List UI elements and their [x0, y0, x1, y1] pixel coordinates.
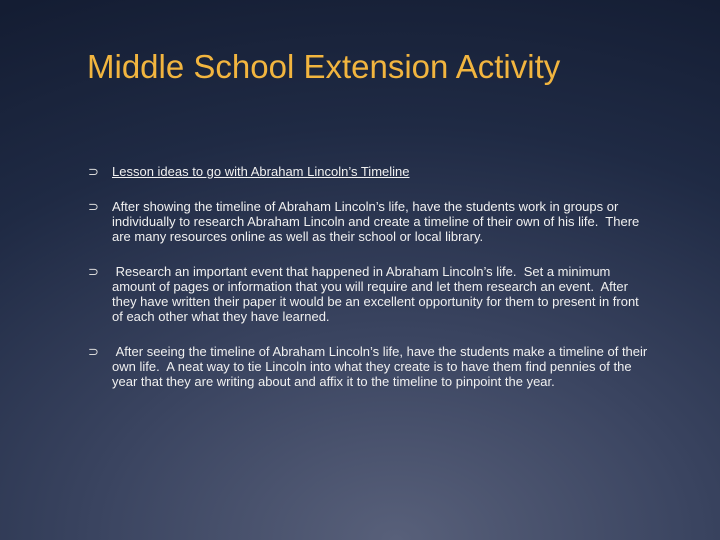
bullet-list — [88, 164, 651, 409]
bullet-arrow-icon: ⊃ — [88, 199, 99, 214]
bullet-arrow-icon: ⊃ — [88, 264, 99, 279]
bullet-arrow-icon: ⊃ — [88, 344, 99, 359]
bullet-text: Research an important event that happened in Abraham Lincoln’s life. Set a minimum amount of pages or information that you will require and let them research an event. After they have written their paper it would be an excellent opportunity for them to present in front of each other what they have learned. — [112, 264, 643, 324]
bullet-text: After showing the timeline of Abraham Lincoln’s life, have the students work in groups or individually to research Abraham Lincoln and create a timeline of their own of his life. There are many resources online as well as their school or local library. — [112, 199, 643, 244]
bullet-item — [88, 264, 648, 324]
bullet-arrow-icon: ⊃ — [88, 164, 99, 179]
bullet-item — [88, 344, 651, 389]
bullet-item — [88, 164, 648, 179]
bullet-text-link[interactable]: Lesson ideas to go with Abraham Lincoln’s Timeline — [112, 164, 410, 179]
bullet-item — [88, 199, 648, 244]
slide-title: Middle School Extension Activity — [87, 48, 561, 85]
bullet-text: After seeing the timeline of Abraham Lincoln’s life, have the students make a timeline of their own life. A neat way to tie Lincoln into what they create is to have them find pennies of the year that they are writing about and affix it to the timeline to pinpoint the year. — [112, 344, 651, 389]
